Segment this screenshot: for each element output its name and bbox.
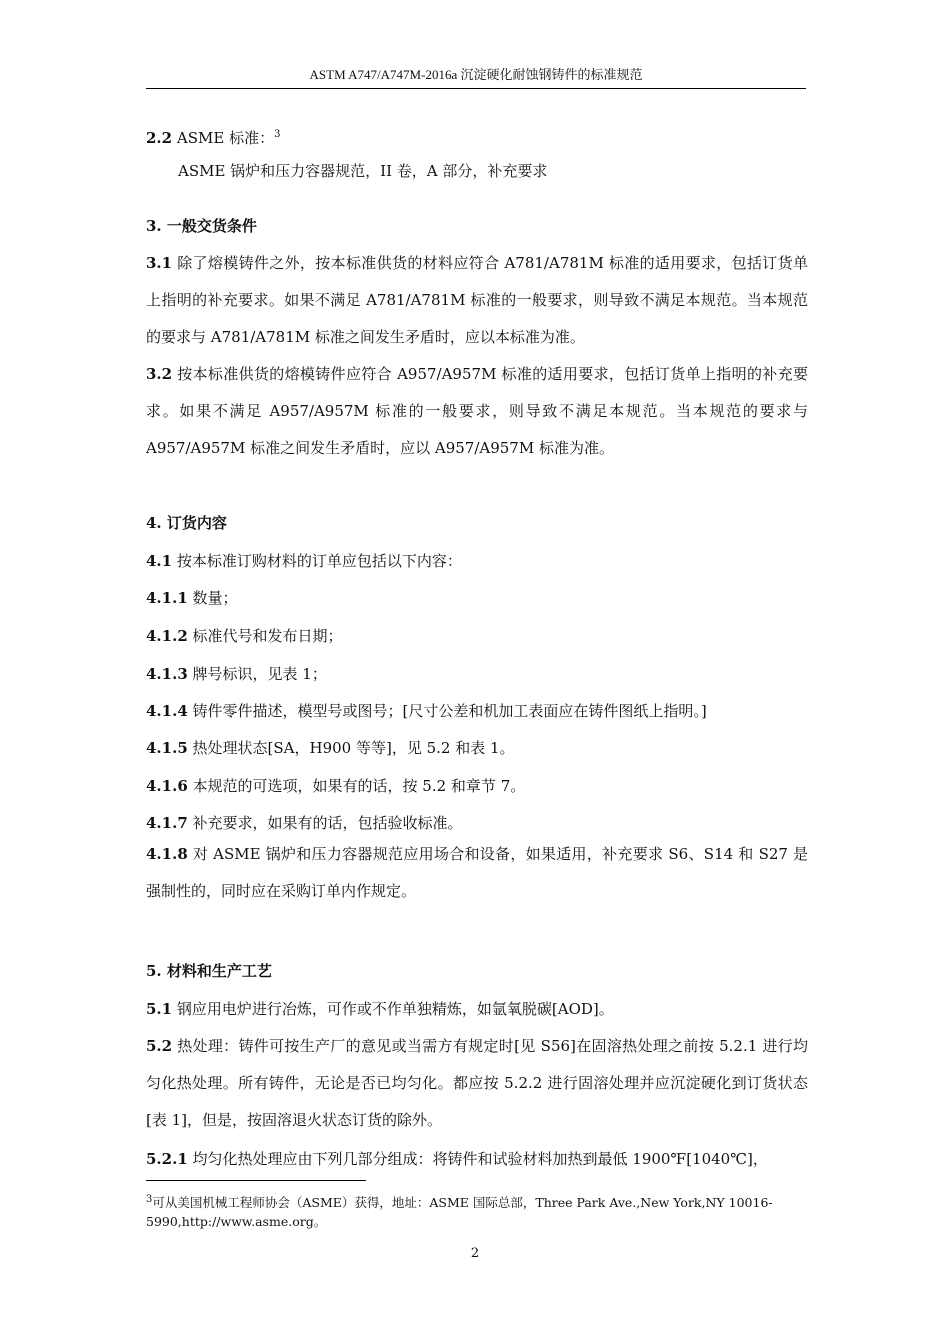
paragraph-4-1 bbox=[146, 548, 462, 574]
list-item bbox=[146, 810, 463, 836]
paragraph-5-2 bbox=[146, 1028, 808, 1139]
clause-number: 4.1.8 bbox=[146, 845, 188, 863]
clause-text: 本规范的可选项，如果有的话，按 5.2 和章节 7。 bbox=[187, 777, 526, 795]
clause-number: 4.1.7 bbox=[146, 814, 188, 832]
footnote bbox=[146, 1190, 806, 1231]
clause-number: 4.1.1 bbox=[146, 589, 188, 607]
clause-number: 4.1 bbox=[146, 552, 173, 570]
section-2-2-title bbox=[146, 122, 280, 148]
list-item bbox=[146, 661, 327, 687]
clause-text: 均匀化热处理应由下列几部分组成：将铸件和试验材料加热到最低 1900℉[1040℃]， bbox=[187, 1150, 768, 1168]
section-5-heading: 5. 材料和生产工艺 bbox=[146, 962, 272, 980]
page-number: 2 bbox=[470, 1246, 480, 1261]
paragraph-4-1-8 bbox=[146, 836, 808, 910]
footnote-marker: 3 bbox=[146, 1194, 153, 1205]
clause-number: 5.2.1 bbox=[146, 1150, 188, 1168]
clause-text: 按本标准供货的熔模铸件应符合 A957/A957M 标准的适用要求，包括订货单上指明的补充要求。如果不满足 A957/A957M 标准的一般要求，则导致不满足本规范。当本规范的要求与 A957/A957M 标准之间发生矛盾时，应以 A957/A957M 标准为准。 bbox=[146, 365, 808, 457]
clause-number: 3.1 bbox=[146, 254, 173, 272]
clause-number: 4.1.5 bbox=[146, 739, 188, 757]
clause-text: 数量； bbox=[187, 589, 238, 607]
clause-number: 4.1.2 bbox=[146, 627, 188, 645]
section-title: ASME 标准： bbox=[172, 129, 275, 147]
clause-text: 钢应用电炉进行冶炼，可作或不作单独精炼，如氩氧脱碳[AOD]。 bbox=[172, 1000, 614, 1018]
paragraph-3-1 bbox=[146, 245, 808, 356]
footnote-text: 可从美国机械工程师协会（ASME）获得，地址：ASME 国际总部，Three Park Ave.,New York,NY 10016-5990,http://www.asme.org。 bbox=[146, 1195, 773, 1230]
list-item bbox=[146, 623, 343, 649]
clause-text: 牌号标识，见表 1； bbox=[187, 665, 327, 683]
clause-text: 除了熔模铸件之外，按本标准供货的材料应符合 A781/A781M 标准的适用要求，包括订货单上指明的补充要求。如果不满足 A781/A781M 标准的一般要求，则导致不满足本规范。当本规范的要求与 A781/A781M 标准之间发生矛盾时，应以本标准为准。 bbox=[146, 254, 808, 346]
section-number: 2.2 bbox=[146, 129, 173, 147]
clause-number: 3.2 bbox=[146, 365, 173, 383]
clause-text: 铸件零件描述，模型号或图号；[尺寸公差和机加工表面应在铸件图纸上指明。] bbox=[187, 702, 707, 720]
clause-text: 热处理：铸件可按生产厂的意见或当需方有规定时[见 S56]在固溶热处理之前按 5.2.1 进行均匀化热处理。所有铸件，无论是否已均匀化。都应按 5.2.2 进行固溶处理并应沉淀硬化到订货状态[表 1]，但是，按固溶退火状态订货的除外。 bbox=[146, 1037, 808, 1129]
section-3-heading: 3. 一般交货条件 bbox=[146, 217, 257, 235]
list-item bbox=[146, 698, 707, 724]
clause-number: 5.2 bbox=[146, 1037, 173, 1055]
page-header: ASTM A747/A747M-2016a 沉淀硬化耐蚀钢铸件的标准规范 bbox=[146, 66, 806, 89]
section-4-heading: 4. 订货内容 bbox=[146, 514, 227, 532]
footnote-ref: 3 bbox=[274, 129, 281, 140]
clause-text: 补充要求，如果有的话，包括验收标准。 bbox=[187, 814, 463, 832]
footnote-divider bbox=[146, 1180, 366, 1181]
paragraph-5-1 bbox=[146, 996, 614, 1022]
list-item bbox=[146, 773, 525, 799]
clause-number: 4.1.3 bbox=[146, 665, 188, 683]
list-item bbox=[146, 585, 238, 611]
paragraph-5-2-1 bbox=[146, 1146, 768, 1172]
clause-number: 4.1.4 bbox=[146, 702, 188, 720]
clause-text: 按本标准订购材料的订单应包括以下内容： bbox=[172, 552, 462, 570]
list-item bbox=[146, 735, 515, 761]
clause-text: 标准代号和发布日期； bbox=[187, 627, 343, 645]
clause-text: 热处理状态[SA，H900 等等]，见 5.2 和表 1。 bbox=[187, 739, 515, 757]
clause-text: 对 ASME 锅炉和压力容器规范应用场合和设备，如果适用，补充要求 S6、S14 和 S27 是强制性的，同时应在采购订单内作规定。 bbox=[146, 845, 808, 900]
paragraph-3-2 bbox=[146, 356, 808, 467]
clause-number: 5.1 bbox=[146, 1000, 173, 1018]
section-2-2-item: ASME 锅炉和压力容器规范，II 卷，A 部分，补充要求 bbox=[178, 162, 548, 180]
clause-number: 4.1.6 bbox=[146, 777, 188, 795]
